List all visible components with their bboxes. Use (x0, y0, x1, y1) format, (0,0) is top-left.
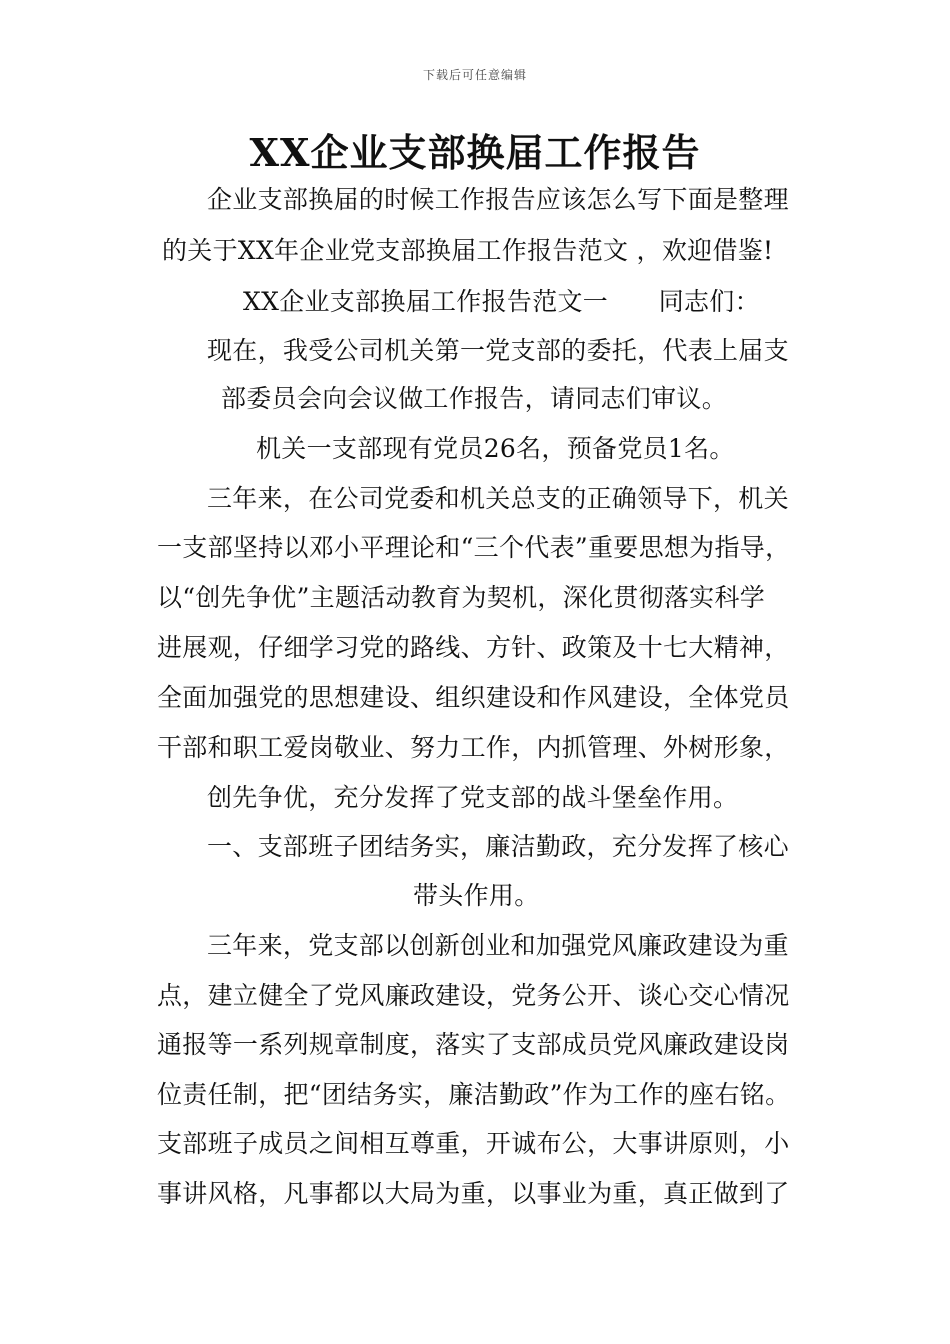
body-line: 事讲风格，凡事都以大局为重，以事业为重，真正做到了 (157, 1179, 790, 1208)
body-line: 创先争优，充分发挥了党支部的战斗堡垒作用。 (207, 783, 739, 812)
body-line: XX企业支部换届工作报告范文一 同志们： (243, 287, 760, 316)
body-line: 全面加强党的思想建设、组织建设和作风建设，全体党员 (157, 683, 790, 712)
body-line: 企业支部换届的时候工作报告应该怎么写下面是整理 (207, 185, 789, 214)
body-line: 的关于XX年企业党支部换届工作报告范文 ，欢迎借鉴! (162, 236, 774, 265)
document-title: XX企业支部换届工作报告 (249, 130, 701, 175)
body-line: 以“创先争优”主题活动教育为契机，深化贯彻落实科学 (157, 583, 766, 612)
body-line: 现在，我受公司机关第一党支部的委托，代表上届支 (207, 336, 789, 365)
body-line: 干部和职工爱岗敬业、努力工作，内抓管理、外树形象， (157, 733, 790, 762)
body-line: 位责任制，把“团结务实，廉洁勤政”作为工作的座右铭。 (157, 1080, 791, 1109)
section-heading: 一、支部班子团结务实，廉洁勤政，充分发挥了核心 (207, 832, 789, 861)
body-line: 部委员会向会议做工作报告，请同志们审议。 (221, 384, 728, 413)
body-line: 三年来，党支部以创新创业和加强党风廉政建设为重 (207, 931, 789, 960)
body-line: 支部班子成员之间相互尊重，开诚布公，大事讲原则，小 (157, 1129, 790, 1158)
section-heading: 带头作用。 (413, 881, 540, 910)
body-line: 点，建立健全了党风廉政建设，党务公开、谈心交心情况 (157, 981, 790, 1010)
header-note: 下载后可任意编辑 (422, 68, 527, 82)
body-line: 通报等一系列规章制度，落实了支部成员党风廉政建设岗 (157, 1030, 790, 1059)
body-line: 一支部坚持以邓小平理论和“三个代表”重要思想为指导， (157, 533, 791, 562)
body-line: 进展观，仔细学习党的路线、方针、政策及十七大精神， (157, 633, 790, 662)
body-line: 三年来，在公司党委和机关总支的正确领导下，机关 (207, 484, 789, 513)
body-line: 机关一支部现有党员26名，预备党员1名。 (256, 434, 735, 463)
